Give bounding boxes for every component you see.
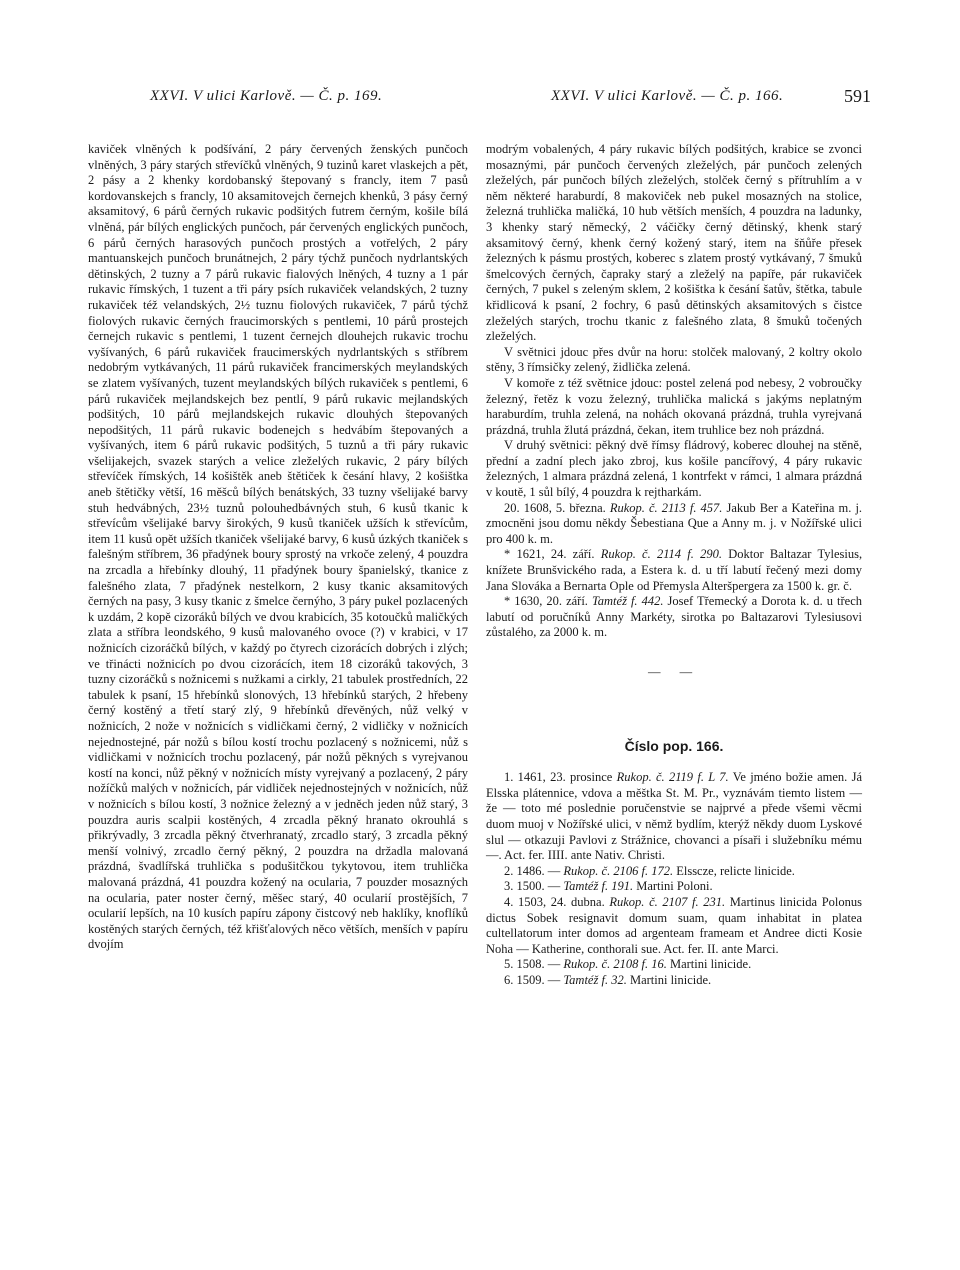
running-header-left: XXVI. V ulici Karlově. — Č. p. 169. [150,88,383,104]
entry-6: 6. 1509. — Tamtéž f. 32. Martini linicide. [504,972,712,987]
entry-2: 2. 1486. — Rukop. č. 2106 f. 172. Elsscze, relicte linicide. [504,863,795,878]
entry-4-reference: Rukop. č. 2107 f. 231. [609,894,726,909]
inventory-chamber: V komoře z též světnice jdouc: postel zelená pod nebesy, 2 vobroučky železný, řetěz k vozu železný, truhlička malická s jakýms neplatným haraburdím, truhla zelená, na nohách okovaná prázdná, truhla vyrejvaná prázdná, truhla žlutá prázdná, čekan, item truhlice bez noh prázdná. [486,375,862,437]
page-number: 591 [844,86,871,106]
entry-4: 4. 1503, 24. dubna. Rukop. č. 2107 f. 231. Martinus linicida Polonus dictus Sobek resignavit domum suam, quam inhabitat in platea cultellatorum inter domos ad argenteam frameam et Andree dicti Kosie Noha — Katherine, conthorali sue. Act. fer. II. ante Marci. [486,894,862,956]
entry-1: 1. 1461, 23. prosince Rukop. č. 2119 f. L 7. Ve jméno božie amen. Já Elsska plátennice, vdova a měštka St. M. Pr., vyznávám tiemto listem — že — toto mé poslednie poručenstvie se najprvé a přede všemi věcmi duom muoj v Nožířské ulici, v němž bydlím, kterýž někdy duom Lyskové slul — otkazuji Pavlovi z Strážnice, chovanci a písaři i služebníku mému —. Act. fer. IIII. ante Nativ. Christi. [486,770,863,863]
inventory-upper-room: V světnici jdouc přes dvůr na horu: stolček malovaný, 2 koltry okolo stěny, 3 římsičky zelený, židlička zelená. [486,344,862,375]
inventory-second-room: V druhý světnici: pěkný dvě římsy fládrový, koberec dlouhej na stěně, přední a zadní plech jako zbroj, kus košile pancířový, 4 páry rukavic železných, 1 almara prázdná zelená, 1 kontrfekt v rámci, 1 almara prázdná v koutě, 1 sůl bílý, 4 pouzdra k rejtharkám. [486,438,862,500]
section-title: Číslo pop. 166. [624,737,724,754]
section-separator: — — [647,665,701,679]
entry-20-reference: Rukop. č. 2113 f. 457. [609,500,723,515]
entry-5: 5. 1508. — Rukop. č. 2108 f. 16. Martini linicide. [504,957,752,972]
entry-1621-reference: Rukop. č. 2114 f. 290. [600,547,722,562]
entry-2-reference: Rukop. č. 2106 f. 172. [563,863,674,878]
entry-5-reference: Rukop. č. 2108 f. 16. [563,957,667,972]
entry-6-reference: Tamtéž f. 32. [563,972,627,987]
running-header-right-title: XXVI. V ulici Karlově. — Č. p. 166. [551,88,784,104]
entry-3-reference: Tamtéž f. 191. [563,879,634,894]
entry-3: 3. 1500. — Tamtéž f. 191. Martini Poloni. [504,879,713,894]
entry-1630-reference: Tamtéž f. 442. [591,594,664,609]
right-column [486,142,862,989]
left-column-text: kaviček vlněných k podšívání, 2 páry červených ženských punčoch vlněných, 3 páry starých střevíčků vlněných, 9 tuzinů karet vlaskejch a pět, 2 pásy a 2 khenky kordobanský štepovaný s francly, item 7 pasů kordovanskejch s francly, 10 aksamitovejch černejch khenků, 3 pásy černý aksamitový, 6 párů černých rukavic podšitých futrem černým, košile bílá vlněná, pár bílých englických punčoch, pár červených englických punčoch, 6 párů černých harasových punčoch prostých a votřelých, 2 páry mantuanskejch punčoch brunátnejch, 2 páry týchž punčoch nydrlantských dětinských, 2 tuzny a 7 párů rukavic fialových lněných, 4 tuzny a 1 pár rukavic římských, 1 tuzent a tři páry psích rukaviček velandských, 2 tuzny rukaviček též velandských, 2½ tuznu fiolových rukaviček, 7 párů týchž fiolových rukavic černých fraucimorských s pentlemi, 10 párů prostejch černejch rukavic s pentlemi, 1 tuzent černejch dlouhejch rukavic trochu vyšívaných, 6 párů rukaviček fraucimerských nydrlantských s stříbrem nedobrým vytkávaných, 11 párů rukaviček francimerských meylandských se zlatem vyšívaných, tuzent meylandských bílých rukaviček s pentlemi, 6 párů rukaviček mejlandskejch bez pentlí, 9 párů rukavic mejlandských podšitých, 10 párů mejlandskejch rukavic dlouhých štepovaných nepodšitých, 11 párů rukavic bodenejch s hedvábím štepovaných a vyšívaných, item 6 párů rukavic podšitých, 5 tuznů a tři páry rukavic všelijakejch, svazek starých a velice zleželých rukavic, 2 páry bílých střevíček římských, 14 košištěk aneb štětiček k česání hlavy, 2 košištka aneb štětičky větší, 16 měšců bílých benátských, 33 tuzny všelijaké barvy stuh hedvábných, 23½ tuznů polouhedbávných stuh, 6 kusů tkanic k střevícům všelijaké barvy širokých, 9 kusů tkaniček užších k střevícům, item 11 kusů opět užších tkaniček všelijaké barvy, 6 kusů úzkých tkaniček s falešným stříbrem, 36 přadýnek boury sprostý na vrkoče zelený, 4 pouzdra na zrcadla a hřebínky dlouhý, 11 přadýnek boury španielský, tkanice z falešného zlata, 7 přadýnek nestelkorn, 2 kusy tkanic aksamitových černých na pasy, 3 kusy tkanic z šmelce černýho, 3 páry pukel pozlacených k uzdám, 2 kopě cizoráků bílých ve dvou krabicích, 35 kotoučků maličkých zlata a stříbra leondského, 9 kusů malovaného ovoce (?) v krabici, v 17 nožnicích cizoráčků bílých, v každý po čtyrech cizorácích dobrých i zlých; ve třinácti nožnicích po dvou cizorácích, item 18 cizoráků takových, 3 tuzny cizoráčků s nožnicemi s nužkami a cirkly, 21 tabulek prostředních, 22 tabulek k psaní, 15 hřebínků slonových, 13 hřebínků starých, 2 hřebeny černý kostěný a třetí starý zlý, 9 hřebínků dřevěných, nůž velký v nožnicích, 2 nože v nožnicích s vidličkami černý, 2 vidličky v nožnicích nejednostejné, pár nožů s bílou kostí trochu pozlacený s nožnicemi, nůž s vidličkami v nožnicích trochu pozlacený, pár nožů pěkných s vyrejvanou kostí na konci, nůž pěkný v nožnicích místy vyrejvaný a pozlacený, 2 páry nožíčků malých v nožnicích, pár vidliček nejednostejných v nožnicích, nůž v nožnicích s bílou kostí, 3 nožnice železný a v jedněch jeden nůž starý, 3 pouzdra auris scalpii kostěných, 4 zrcadla pěkný hranato okrouhlá s přikrývadly, 3 zrcadla pěkný čtverhranatý, zrcadlo starý, 3 zrcadla pěkný menší volnivý, zrcadlo černý pěkný, 2 pouzdra na držadla malovaná prázdná, švadlířská truhlička s podušitčkou tykytovou, item truhlička malovaná prázdná, 41 pouzdra kožený na ocularia, 7 pouzder mosazných na ocularia, pater noster černý, měšec starý, 40 ocularií prostějších, 7 ocularií lepších, na 10 kusích papíru zápony čistcový neb haklíky, knoflíků kostěných starých černých, též křišťalových něco větších, menších v papíru dvojím [88,142,468,952]
entry-1621: * 1621, 24. září. Rukop. č. 2114 f. 290. Doktor Baltazar Tylesius, knížete Brunšvického rada, a Estera k. d. u tří labutí řečený mezi domy Jana Slováka a Bernarta Ople od Přemysla Alteršpergera za 1500 k. gr. č. [486,547,863,593]
entry-1-reference: Rukop. č. 2119 f. L 7. [616,770,729,785]
entry-20: 20. 1608, 5. března. Rukop. č. 2113 f. 457. Jakub Ber a Kateřina m. j. zmocněni jsou domu někdy Šebestiana Que a Anny m. j. v Nožířské ulici pro 400 k. m. [486,500,863,546]
left-column [88,142,468,953]
running-header-right [551,88,871,114]
entry-1630: * 1630, 20. září. Tamtéž f. 442. Josef Třemecký a Dorota k. d. u třech labutí od poručníků Anny Markéty, sirotka po Baltazarovi Tylesiusovi zůstalého, za 2000 k. m. [486,594,863,640]
inventory-continuation: modrým vobalených, 4 páry rukavic bílých podšitých, krabice se zvonci mosaznými, pár punčoch červených zleželých, pár punčoch zelených zleželých, pár punčoch bílých zleželých, stolček černý s přítruhlím a v něm některé haraburdí, 8 makoviček neb pukel mosazných na stolice, železná truhlička maličká, 10 hub větších menších, 4 pouzdra na ladunky, 3 khenky starý německý, 2 váčičky černý dětinský, khenk starý aksamitový černý, khenk černý kožený starý, item na šňůře přesek železných k pásmu prostých, koberec s zlatem prostý vytkávaný, 7 šmuků šmelcových černých, čapraky starý a zleželý na papíře, pár rukaviček černých, 7 pukel s zeleným sklem, 2 košištka k česání šatův, štětka, tabule křidlicová k psaní, 2 fochry, 6 pasů dětinských aksamitových s čistce zleželých starých, trochu tkanic z falešného zlata, 8 šmuků točených zleželých. [486,142,862,344]
